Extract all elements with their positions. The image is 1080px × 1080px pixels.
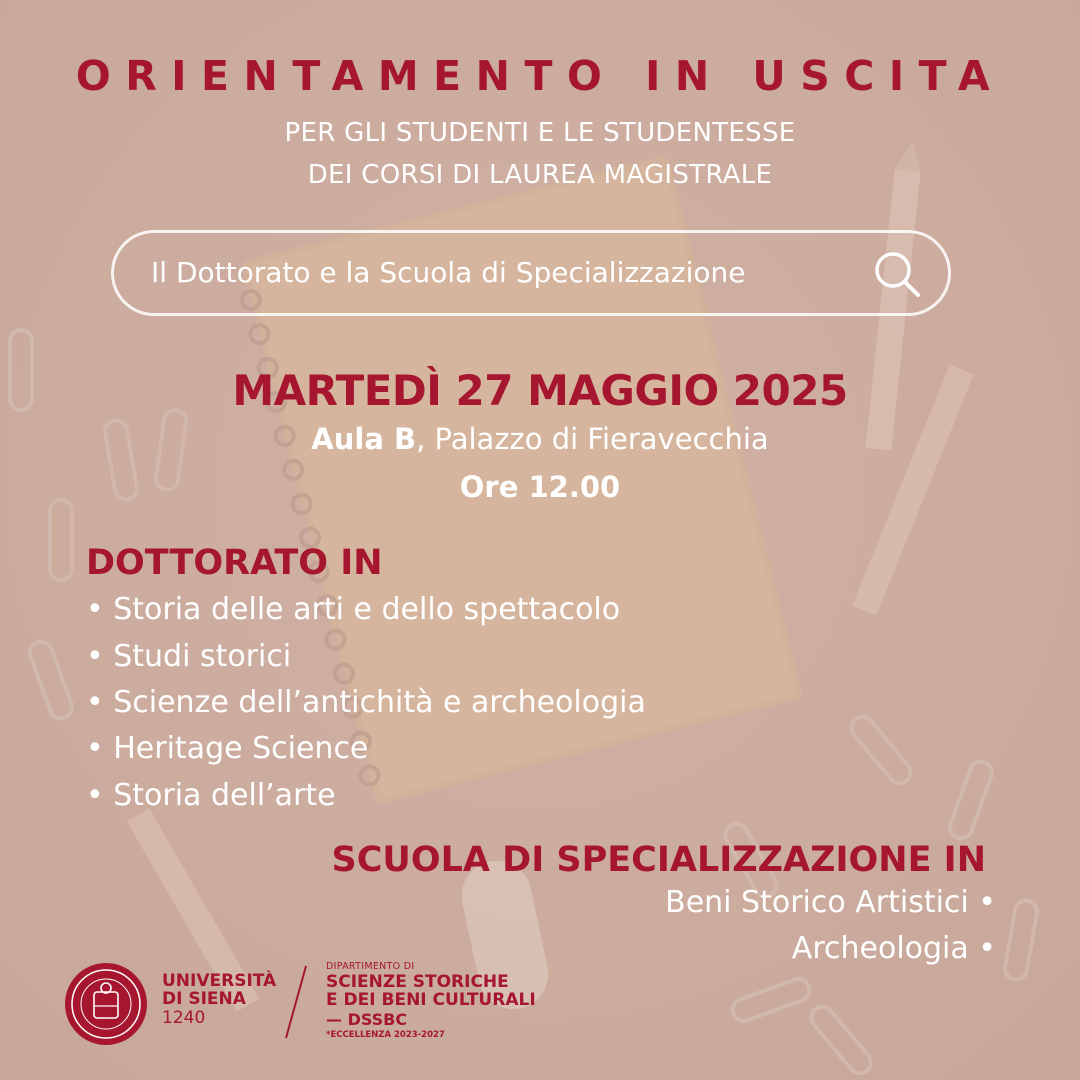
university-year: 1240 <box>162 1008 206 1028</box>
university-seal-logo <box>64 962 148 1046</box>
page-title: ORIENTAMENTO IN USCITA <box>75 52 1005 100</box>
scuola-heading: SCUOLA DI SPECIALIZZAZIONE IN <box>331 840 986 880</box>
department-note: *ECCELLENZA 2023-2027 <box>326 1030 445 1040</box>
event-time: Ore 12.00 <box>459 470 621 504</box>
subtitle-line-2: DEI CORSI DI LAUREA MAGISTRALE <box>307 160 773 190</box>
event-place: , Palazzo di Fieravecchia <box>416 422 769 456</box>
department-abbreviation: — DSSBC <box>326 1010 408 1029</box>
search-text: Il Dottorato e la Scuola di Specializzazione <box>151 256 746 289</box>
list-item: • Heritage Science <box>86 731 369 766</box>
list-item: • Storia dell’arte <box>86 778 336 813</box>
search-icon <box>872 249 922 299</box>
subtitle-line-1: PER GLI STUDENTI E LE STUDENTESSE <box>284 118 796 148</box>
list-item: • Storia delle arti e dello spettacolo <box>86 592 621 627</box>
department-name-line-2: E DEI BENI CULTURALI <box>326 990 536 1010</box>
department-name <box>326 973 536 1009</box>
list-item: Beni Storico Artistici • <box>665 885 996 920</box>
logo-divider <box>280 964 310 1040</box>
search-bar <box>111 230 951 316</box>
list-item: • Studi storici <box>86 639 292 674</box>
list-item: Archeologia • <box>791 931 996 966</box>
university-name-line-2: DI SIENA <box>162 989 246 1009</box>
university-name-line-1: UNIVERSITÀ <box>162 971 277 991</box>
university-name <box>162 972 276 1008</box>
dottorato-heading: DOTTORATO IN <box>86 543 383 583</box>
department-label: DIPARTIMENTO DI <box>326 961 415 972</box>
event-location <box>0 422 1080 456</box>
list-item: • Scienze dell’antichità e archeologia <box>86 685 646 720</box>
event-room: Aula B <box>311 422 417 456</box>
event-date: MARTEDÌ 27 MAGGIO 2025 <box>232 366 848 415</box>
department-name-line-1: SCIENZE STORICHE <box>326 972 509 992</box>
